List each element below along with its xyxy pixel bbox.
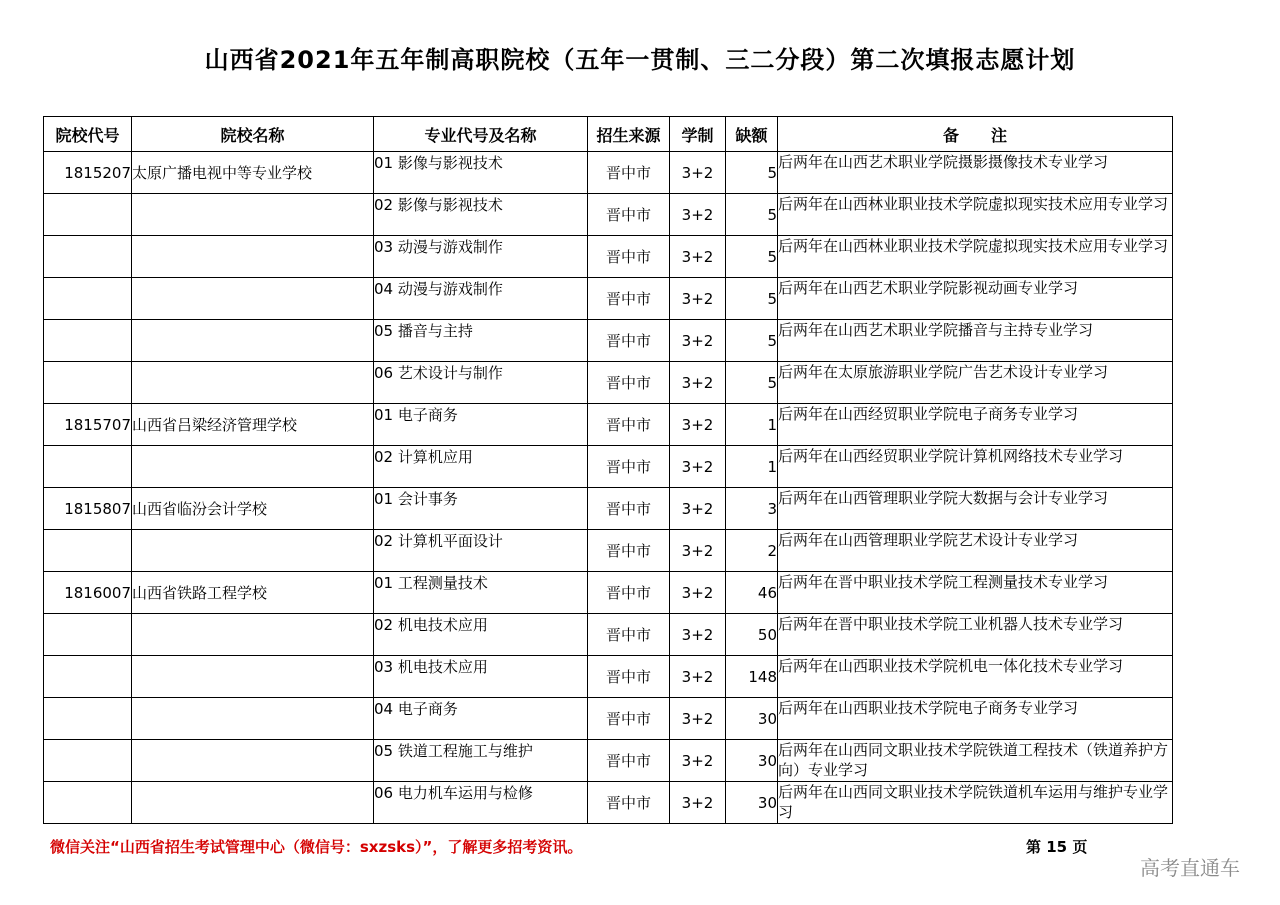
cell-note: 后两年在晋中职业技术学院工程测量技术专业学习 — [778, 572, 1173, 614]
cell-school-code — [44, 194, 132, 236]
cell-note: 后两年在山西管理职业学院艺术设计专业学习 — [778, 530, 1173, 572]
cell-system: 3+2 — [670, 446, 726, 488]
cell-school-name: 山西省临汾会计学校 — [132, 488, 374, 530]
cell-source: 晋中市 — [588, 362, 670, 404]
table-row — [44, 320, 1173, 362]
cell-school-code: 1815207 — [44, 152, 132, 194]
cell-source: 晋中市 — [588, 236, 670, 278]
cell-vacancy: 1 — [726, 404, 778, 446]
plan-table — [43, 116, 1173, 824]
table-row — [44, 236, 1173, 278]
watermark: 高考直通车 — [1140, 856, 1240, 880]
cell-system: 3+2 — [670, 740, 726, 782]
cell-note: 后两年在山西经贸职业学院计算机网络技术专业学习 — [778, 446, 1173, 488]
cell-school-name — [132, 782, 374, 824]
cell-system: 3+2 — [670, 656, 726, 698]
cell-school-name — [132, 446, 374, 488]
table-row — [44, 404, 1173, 446]
cell-vacancy: 1 — [726, 446, 778, 488]
cell-major: 06 电力机车运用与检修 — [374, 782, 588, 824]
table-row — [44, 782, 1173, 824]
cell-major: 02 计算机平面设计 — [374, 530, 588, 572]
cell-vacancy: 46 — [726, 572, 778, 614]
cell-vacancy: 5 — [726, 194, 778, 236]
cell-school-name — [132, 530, 374, 572]
cell-vacancy: 30 — [726, 740, 778, 782]
cell-system: 3+2 — [670, 320, 726, 362]
cell-system: 3+2 — [670, 278, 726, 320]
cell-school-name — [132, 194, 374, 236]
cell-vacancy: 2 — [726, 530, 778, 572]
cell-major: 01 电子商务 — [374, 404, 588, 446]
cell-school-name — [132, 320, 374, 362]
table-header-row — [44, 117, 1173, 152]
cell-note: 后两年在山西职业技术学院电子商务专业学习 — [778, 698, 1173, 740]
cell-school-name — [132, 614, 374, 656]
cell-system: 3+2 — [670, 236, 726, 278]
cell-note: 后两年在山西林业职业技术学院虚拟现实技术应用专业学习 — [778, 236, 1173, 278]
cell-source: 晋中市 — [588, 698, 670, 740]
cell-source: 晋中市 — [588, 740, 670, 782]
cell-school-name — [132, 698, 374, 740]
cell-vacancy: 5 — [726, 278, 778, 320]
cell-school-code — [44, 530, 132, 572]
table-row — [44, 656, 1173, 698]
cell-vacancy: 50 — [726, 614, 778, 656]
footer-notice: 微信关注“山西省招生考试管理中心（微信号：sxzsks）”，了解更多招考资讯。 — [50, 838, 583, 856]
page-number: 第 15 页 — [1026, 838, 1088, 856]
cell-source: 晋中市 — [588, 194, 670, 236]
cell-school-code — [44, 698, 132, 740]
header-school-code: 院校代号 — [44, 117, 132, 152]
cell-note: 后两年在太原旅游职业学院广告艺术设计专业学习 — [778, 362, 1173, 404]
cell-source: 晋中市 — [588, 572, 670, 614]
cell-source: 晋中市 — [588, 278, 670, 320]
cell-source: 晋中市 — [588, 782, 670, 824]
table-row — [44, 572, 1173, 614]
cell-system: 3+2 — [670, 614, 726, 656]
cell-vacancy: 5 — [726, 362, 778, 404]
cell-source: 晋中市 — [588, 404, 670, 446]
table-row — [44, 194, 1173, 236]
cell-vacancy: 148 — [726, 656, 778, 698]
cell-system: 3+2 — [670, 530, 726, 572]
table-row — [44, 530, 1173, 572]
header-note: 备 注 — [778, 117, 1173, 152]
cell-note: 后两年在山西林业职业技术学院虚拟现实技术应用专业学习 — [778, 194, 1173, 236]
header-vacancy: 缺额 — [726, 117, 778, 152]
cell-major: 02 计算机应用 — [374, 446, 588, 488]
cell-system: 3+2 — [670, 572, 726, 614]
table-row — [44, 614, 1173, 656]
document-title: 山西省2021年五年制高职院校（五年一贯制、三二分段）第二次填报志愿计划 — [204, 46, 1076, 74]
cell-system: 3+2 — [670, 698, 726, 740]
cell-note: 后两年在山西经贸职业学院电子商务专业学习 — [778, 404, 1173, 446]
cell-note: 后两年在山西艺术职业学院摄影摄像技术专业学习 — [778, 152, 1173, 194]
cell-major: 01 影像与影视技术 — [374, 152, 588, 194]
table-row — [44, 278, 1173, 320]
table-row — [44, 488, 1173, 530]
cell-source: 晋中市 — [588, 320, 670, 362]
header-major: 专业代号及名称 — [374, 117, 588, 152]
cell-source: 晋中市 — [588, 446, 670, 488]
cell-school-code: 1815807 — [44, 488, 132, 530]
cell-school-code — [44, 278, 132, 320]
cell-school-code — [44, 362, 132, 404]
cell-system: 3+2 — [670, 782, 726, 824]
cell-major: 02 影像与影视技术 — [374, 194, 588, 236]
table-row — [44, 740, 1173, 782]
cell-major: 06 艺术设计与制作 — [374, 362, 588, 404]
cell-school-name: 山西省铁路工程学校 — [132, 572, 374, 614]
cell-major: 03 动漫与游戏制作 — [374, 236, 588, 278]
cell-school-code: 1816007 — [44, 572, 132, 614]
cell-school-name — [132, 362, 374, 404]
cell-note: 后两年在山西同文职业技术学院铁道工程技术（铁道养护方向）专业学习 — [778, 740, 1173, 782]
cell-system: 3+2 — [670, 152, 726, 194]
cell-school-code — [44, 236, 132, 278]
cell-school-name — [132, 740, 374, 782]
cell-note: 后两年在晋中职业技术学院工业机器人技术专业学习 — [778, 614, 1173, 656]
cell-school-code — [44, 740, 132, 782]
cell-school-code — [44, 656, 132, 698]
cell-source: 晋中市 — [588, 530, 670, 572]
cell-system: 3+2 — [670, 488, 726, 530]
cell-school-name — [132, 278, 374, 320]
table-row — [44, 446, 1173, 488]
cell-system: 3+2 — [670, 194, 726, 236]
cell-school-name: 太原广播电视中等专业学校 — [132, 152, 374, 194]
cell-major: 02 机电技术应用 — [374, 614, 588, 656]
cell-school-code — [44, 320, 132, 362]
cell-major: 04 电子商务 — [374, 698, 588, 740]
header-system: 学制 — [670, 117, 726, 152]
table-body — [44, 152, 1173, 824]
cell-system: 3+2 — [670, 404, 726, 446]
table-row — [44, 152, 1173, 194]
cell-school-code — [44, 446, 132, 488]
cell-school-name — [132, 236, 374, 278]
header-source: 招生来源 — [588, 117, 670, 152]
cell-major: 03 机电技术应用 — [374, 656, 588, 698]
cell-major: 01 会计事务 — [374, 488, 588, 530]
cell-school-code: 1815707 — [44, 404, 132, 446]
cell-system: 3+2 — [670, 362, 726, 404]
cell-vacancy: 30 — [726, 698, 778, 740]
cell-note: 后两年在山西管理职业学院大数据与会计专业学习 — [778, 488, 1173, 530]
cell-note: 后两年在山西职业技术学院机电一体化技术专业学习 — [778, 656, 1173, 698]
cell-note: 后两年在山西艺术职业学院影视动画专业学习 — [778, 278, 1173, 320]
cell-note: 后两年在山西艺术职业学院播音与主持专业学习 — [778, 320, 1173, 362]
cell-vacancy: 30 — [726, 782, 778, 824]
cell-vacancy: 5 — [726, 152, 778, 194]
cell-source: 晋中市 — [588, 614, 670, 656]
cell-source: 晋中市 — [588, 152, 670, 194]
cell-school-code — [44, 614, 132, 656]
cell-vacancy: 3 — [726, 488, 778, 530]
cell-note: 后两年在山西同文职业技术学院铁道机车运用与维护专业学习 — [778, 782, 1173, 824]
cell-source: 晋中市 — [588, 656, 670, 698]
cell-school-name: 山西省吕梁经济管理学校 — [132, 404, 374, 446]
cell-school-name — [132, 656, 374, 698]
table-row — [44, 362, 1173, 404]
cell-major: 04 动漫与游戏制作 — [374, 278, 588, 320]
cell-vacancy: 5 — [726, 236, 778, 278]
header-school-name: 院校名称 — [132, 117, 374, 152]
cell-major: 01 工程测量技术 — [374, 572, 588, 614]
cell-major: 05 铁道工程施工与维护 — [374, 740, 588, 782]
table-row — [44, 698, 1173, 740]
cell-major: 05 播音与主持 — [374, 320, 588, 362]
cell-school-code — [44, 782, 132, 824]
cell-source: 晋中市 — [588, 488, 670, 530]
cell-vacancy: 5 — [726, 320, 778, 362]
